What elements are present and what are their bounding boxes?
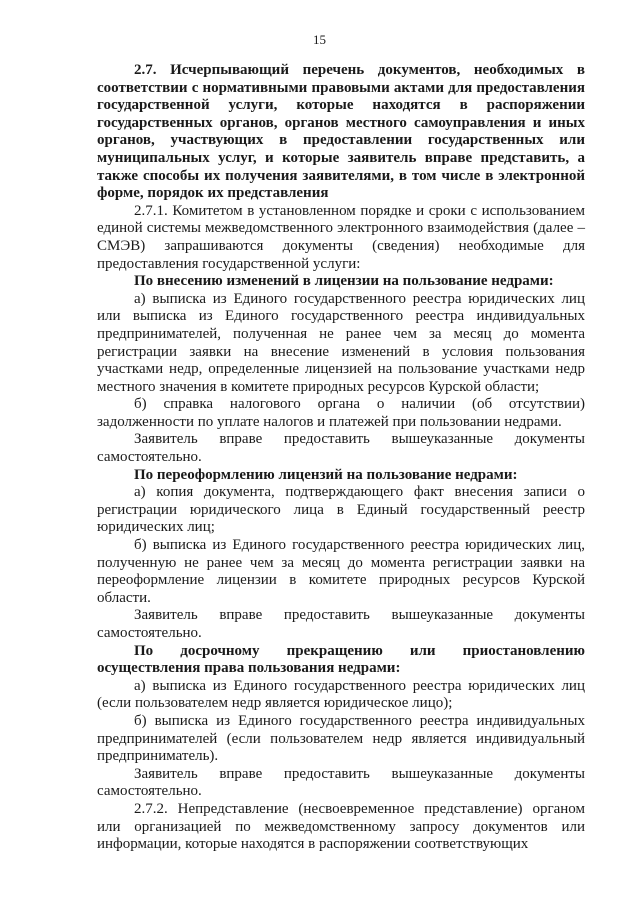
subheading-reissue: По переоформлению лицензий на пользование недрами: xyxy=(134,466,518,483)
list-item-reissue-a: а) копия документа, подтверждающего факт внесения записи о регистрации юридического лица в Единый государственный реестр юридических лиц; xyxy=(97,484,585,536)
section-heading: 2.7. Исчерпывающий перечень документов, необходимых в соответствии с нормативными правовыми актами для предоставления государственной услуги, которые находятся в распоряжении государственных органов, органов местного самоуправления и иных органов, участвующих в предоставлении государственных или муниципальных услуг, и которые заявитель вправе представить, а также способы их получения заявителями, в том числе в электронной форме, порядок их представления xyxy=(97,62,585,202)
applicant-note-2: Заявитель вправе предоставить вышеуказанные документы самостоятельно. xyxy=(97,607,585,641)
paragraph-2-7-2: 2.7.2. Непредставление (несвоевременное представление) органом или организацией по межведомственному запросу документов или информации, которые находятся в распоряжении соответствующих xyxy=(97,800,585,853)
applicant-note-3: Заявитель вправе предоставить вышеуказанные документы самостоятельно. xyxy=(97,765,585,800)
paragraph-2-7-1: 2.7.1. Комитетом в установленном порядке и сроки с использованием единой системы межведомственного электронного взаимодействия (далее – СМЭВ) запрашиваются документы (сведения) необходимые для предоставления государственной услуги: xyxy=(97,202,585,272)
list-item-term-b: б) выписка из Единого государственного реестра индивидуальных предпринимателей (если пользователем недр является индивидуальный предприниматель). xyxy=(97,712,585,765)
list-item-reissue-b: б) выписка из Единого государственного реестра юридических лиц, полученную не ранее чем за месяц до момента регистрации заявки на переоформление лицензии в комитете природных ресурсов Курской области. xyxy=(97,537,585,606)
page-number: 15 xyxy=(313,32,326,47)
subheading-amendment: По внесению изменений в лицензии на пользование недрами: xyxy=(134,273,554,290)
applicant-note-1: Заявитель вправе предоставить вышеуказанные документы самостоятельно. xyxy=(97,431,585,466)
list-item-amend-b: б) справка налогового органа о наличии (об отсутствии) задолженности по уплате налогов и платежей при пользовании недрами. xyxy=(97,396,585,430)
list-item-term-a: а) выписка из Единого государственного реестра юридических лиц (если пользователем недр является юридическое лицо); xyxy=(97,677,585,712)
list-item-amend-a: а) выписка из Единого государственного реестра юридических лиц или выписка из Единого государственного реестра индивидуальных предпринимателей, полученная не ранее чем за месяц до момента регистрации заявки на внесение изменений в условия пользования участками недр, определенные лицензией на пользование участками недр местного значения в комитете природных ресурсов Курской области; xyxy=(97,290,585,395)
document-body xyxy=(97,62,585,854)
subheading-termination: По досрочному прекращению или приостановлению осуществления права пользования недрами: xyxy=(97,642,585,677)
